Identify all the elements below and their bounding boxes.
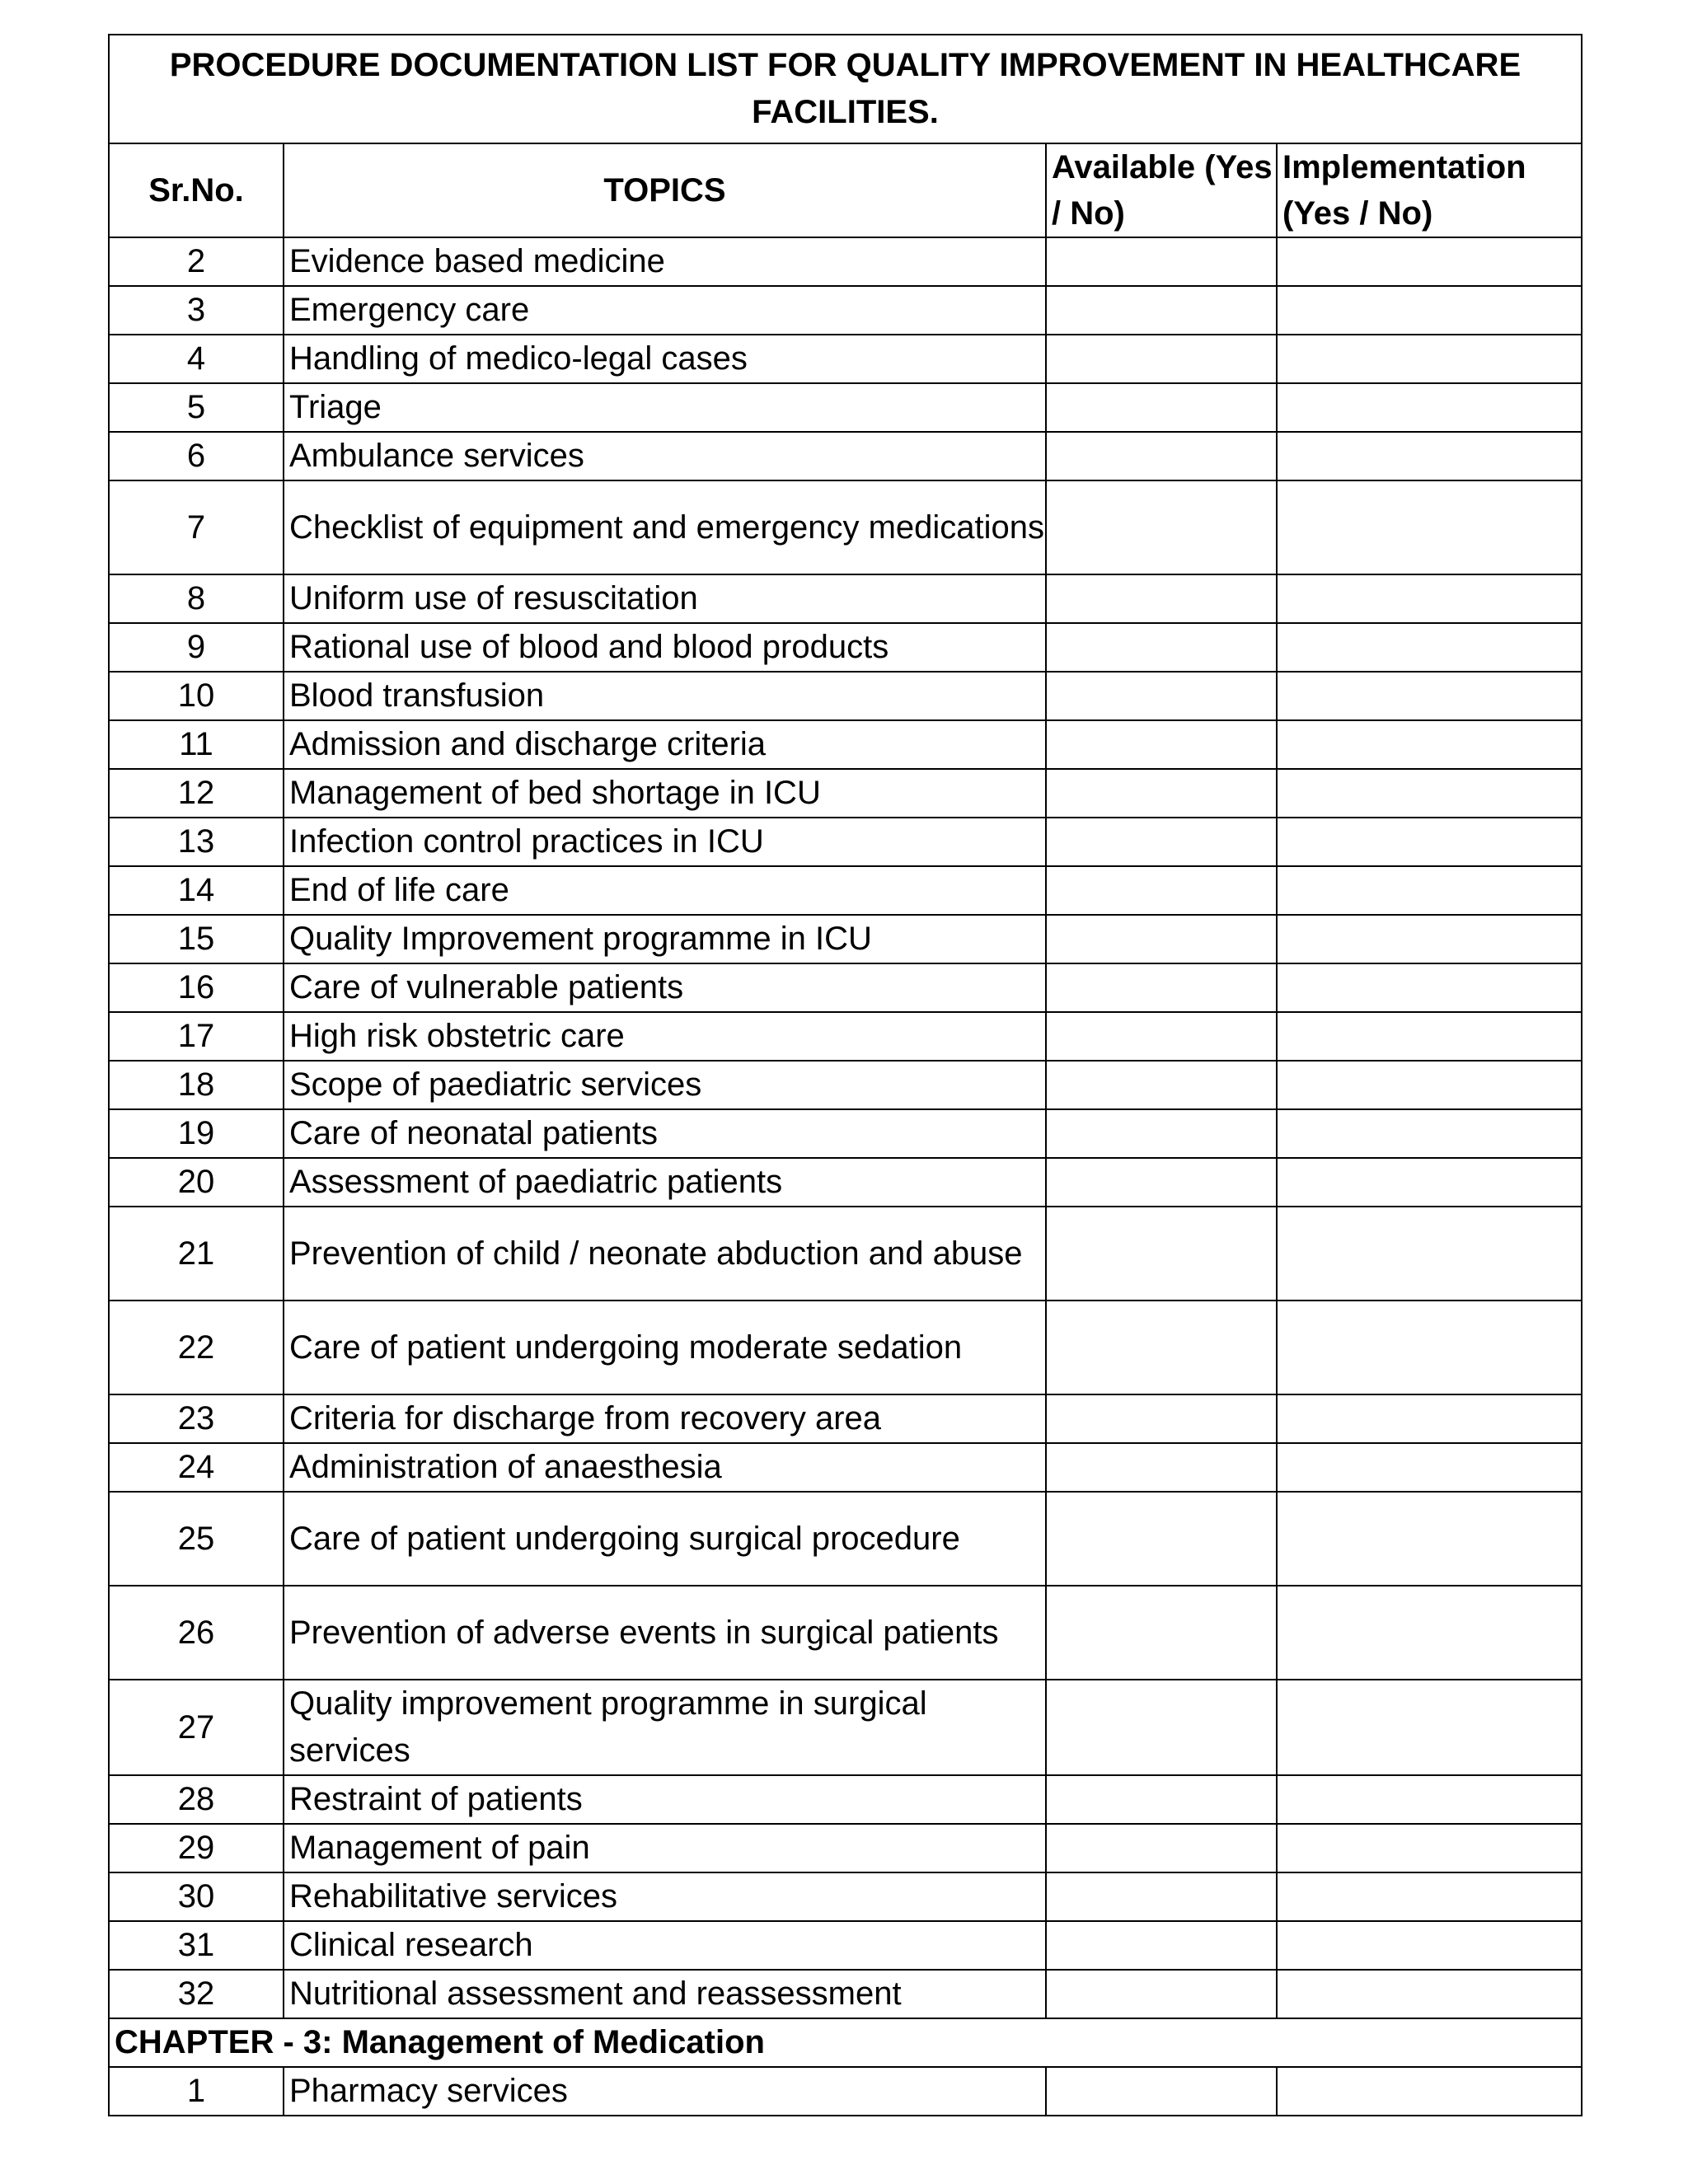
topic-cell: Quality improvement programme in surgical services bbox=[284, 1680, 1046, 1775]
sr-no-cell: 28 bbox=[109, 1775, 284, 1824]
available-cell[interactable] bbox=[1046, 866, 1277, 915]
topic-cell: High risk obstetric care bbox=[284, 1012, 1046, 1061]
topic-cell: Care of patient undergoing surgical procedure bbox=[284, 1492, 1046, 1586]
header-available: Available (Yes / No) bbox=[1046, 143, 1277, 237]
chapter-heading: CHAPTER - 3: Management of Medication bbox=[109, 2018, 1582, 2067]
table-row bbox=[109, 432, 1582, 480]
available-cell[interactable] bbox=[1046, 1301, 1277, 1394]
topic-cell: Triage bbox=[284, 383, 1046, 432]
topic-cell: Care of patient undergoing moderate sedation bbox=[284, 1301, 1046, 1394]
topic-cell: Care of neonatal patients bbox=[284, 1109, 1046, 1158]
implementation-cell[interactable] bbox=[1277, 623, 1582, 672]
implementation-cell[interactable] bbox=[1277, 1872, 1582, 1921]
topic-cell: Criteria for discharge from recovery area bbox=[284, 1394, 1046, 1443]
table-row bbox=[109, 769, 1582, 818]
sr-no-cell: 17 bbox=[109, 1012, 284, 1061]
topic-cell: Restraint of patients bbox=[284, 1775, 1046, 1824]
implementation-cell[interactable] bbox=[1277, 383, 1582, 432]
available-cell[interactable] bbox=[1046, 383, 1277, 432]
available-cell[interactable] bbox=[1046, 1207, 1277, 1301]
implementation-cell[interactable] bbox=[1277, 1394, 1582, 1443]
table-row bbox=[109, 1158, 1582, 1207]
chapter-row bbox=[109, 2018, 1582, 2067]
sr-no-cell: 7 bbox=[109, 480, 284, 574]
table-row bbox=[109, 720, 1582, 769]
topic-cell: Clinical research bbox=[284, 1921, 1046, 1970]
available-cell[interactable] bbox=[1046, 623, 1277, 672]
sr-no-cell: 3 bbox=[109, 286, 284, 335]
implementation-cell[interactable] bbox=[1277, 1921, 1582, 1970]
topic-cell: Prevention of adverse events in surgical patients bbox=[284, 1586, 1046, 1680]
sr-no-cell: 18 bbox=[109, 1061, 284, 1109]
table-row bbox=[109, 1872, 1582, 1921]
table-row bbox=[109, 915, 1582, 963]
available-cell[interactable] bbox=[1046, 1443, 1277, 1492]
implementation-cell[interactable] bbox=[1277, 866, 1582, 915]
available-cell[interactable] bbox=[1046, 1158, 1277, 1207]
procedure-documentation-table bbox=[108, 34, 1582, 2116]
topic-cell: Scope of paediatric services bbox=[284, 1061, 1046, 1109]
sr-no-cell: 31 bbox=[109, 1921, 284, 1970]
topic-cell: Prevention of child / neonate abduction and abuse bbox=[284, 1207, 1046, 1301]
available-cell[interactable] bbox=[1046, 1492, 1277, 1586]
table-row bbox=[109, 1061, 1582, 1109]
topic-cell: Evidence based medicine bbox=[284, 237, 1046, 286]
topic-cell: Quality Improvement programme in ICU bbox=[284, 915, 1046, 963]
implementation-cell[interactable] bbox=[1277, 915, 1582, 963]
sr-no-cell: 32 bbox=[109, 1970, 284, 2018]
available-cell[interactable] bbox=[1046, 574, 1277, 623]
topic-cell: Ambulance services bbox=[284, 432, 1046, 480]
table-row bbox=[109, 1970, 1582, 2018]
available-cell[interactable] bbox=[1046, 1775, 1277, 1824]
topic-cell: Uniform use of resuscitation bbox=[284, 574, 1046, 623]
table-row bbox=[109, 1207, 1582, 1301]
available-cell[interactable] bbox=[1046, 237, 1277, 286]
implementation-cell[interactable] bbox=[1277, 574, 1582, 623]
sr-no-cell: 12 bbox=[109, 769, 284, 818]
topic-cell: Nutritional assessment and reassessment bbox=[284, 1970, 1046, 2018]
sr-no-cell: 19 bbox=[109, 1109, 284, 1158]
sr-no-cell: 4 bbox=[109, 335, 284, 383]
available-cell[interactable] bbox=[1046, 1680, 1277, 1775]
available-cell[interactable] bbox=[1046, 769, 1277, 818]
available-cell[interactable] bbox=[1046, 1970, 1277, 2018]
table-row bbox=[109, 480, 1582, 574]
available-cell[interactable] bbox=[1046, 1012, 1277, 1061]
available-cell[interactable] bbox=[1046, 1921, 1277, 1970]
available-cell[interactable] bbox=[1046, 963, 1277, 1012]
implementation-cell[interactable] bbox=[1277, 769, 1582, 818]
sr-no-cell: 27 bbox=[109, 1680, 284, 1775]
sr-no-cell: 14 bbox=[109, 866, 284, 915]
implementation-cell[interactable] bbox=[1277, 1158, 1582, 1207]
available-cell[interactable] bbox=[1046, 1061, 1277, 1109]
available-cell[interactable] bbox=[1046, 818, 1277, 866]
table-row bbox=[109, 818, 1582, 866]
implementation-cell[interactable] bbox=[1277, 1680, 1582, 1775]
implementation-cell[interactable] bbox=[1277, 2067, 1582, 2116]
table-row bbox=[109, 286, 1582, 335]
sr-no-cell: 30 bbox=[109, 1872, 284, 1921]
sr-no-cell: 8 bbox=[109, 574, 284, 623]
table-row bbox=[109, 335, 1582, 383]
implementation-cell[interactable] bbox=[1277, 1492, 1582, 1586]
topic-cell: Assessment of paediatric patients bbox=[284, 1158, 1046, 1207]
topic-cell: End of life care bbox=[284, 866, 1046, 915]
topic-cell: Pharmacy services bbox=[284, 2067, 1046, 2116]
sr-no-cell: 10 bbox=[109, 672, 284, 720]
available-cell[interactable] bbox=[1046, 480, 1277, 574]
available-cell[interactable] bbox=[1046, 335, 1277, 383]
implementation-cell[interactable] bbox=[1277, 720, 1582, 769]
sr-no-cell: 29 bbox=[109, 1824, 284, 1872]
implementation-cell[interactable] bbox=[1277, 1301, 1582, 1394]
table-row bbox=[109, 866, 1582, 915]
table-row bbox=[109, 1443, 1582, 1492]
table-row bbox=[109, 963, 1582, 1012]
table-row bbox=[109, 1109, 1582, 1158]
sr-no-cell: 25 bbox=[109, 1492, 284, 1586]
table-row bbox=[109, 1586, 1582, 1680]
available-cell[interactable] bbox=[1046, 1394, 1277, 1443]
table-row bbox=[109, 1921, 1582, 1970]
topic-cell: Infection control practices in ICU bbox=[284, 818, 1046, 866]
implementation-cell[interactable] bbox=[1277, 672, 1582, 720]
implementation-cell[interactable] bbox=[1277, 963, 1582, 1012]
implementation-cell[interactable] bbox=[1277, 1970, 1582, 2018]
sr-no-cell: 5 bbox=[109, 383, 284, 432]
sr-no-cell: 16 bbox=[109, 963, 284, 1012]
available-cell[interactable] bbox=[1046, 432, 1277, 480]
implementation-cell[interactable] bbox=[1277, 286, 1582, 335]
table-row bbox=[109, 1775, 1582, 1824]
sr-no-cell: 23 bbox=[109, 1394, 284, 1443]
table-row bbox=[109, 1680, 1582, 1775]
implementation-cell[interactable] bbox=[1277, 1824, 1582, 1872]
available-cell[interactable] bbox=[1046, 1872, 1277, 1921]
table-row bbox=[109, 623, 1582, 672]
table-row bbox=[109, 2067, 1582, 2116]
topic-cell: Rehabilitative services bbox=[284, 1872, 1046, 1921]
topic-cell: Care of vulnerable patients bbox=[284, 963, 1046, 1012]
implementation-cell[interactable] bbox=[1277, 335, 1582, 383]
available-cell[interactable] bbox=[1046, 2067, 1277, 2116]
implementation-cell[interactable] bbox=[1277, 480, 1582, 574]
sr-no-cell: 1 bbox=[109, 2067, 284, 2116]
topic-cell: Handling of medico-legal cases bbox=[284, 335, 1046, 383]
table-row bbox=[109, 1301, 1582, 1394]
available-cell[interactable] bbox=[1046, 1109, 1277, 1158]
table-row bbox=[109, 237, 1582, 286]
implementation-cell[interactable] bbox=[1277, 1775, 1582, 1824]
table-row bbox=[109, 1824, 1582, 1872]
table-row bbox=[109, 1012, 1582, 1061]
available-cell[interactable] bbox=[1046, 1586, 1277, 1680]
header-topics: TOPICS bbox=[284, 143, 1046, 237]
implementation-cell[interactable] bbox=[1277, 432, 1582, 480]
topic-cell: Management of bed shortage in ICU bbox=[284, 769, 1046, 818]
table-row bbox=[109, 1394, 1582, 1443]
topic-cell: Admission and discharge criteria bbox=[284, 720, 1046, 769]
topic-cell: Administration of anaesthesia bbox=[284, 1443, 1046, 1492]
table-row bbox=[109, 672, 1582, 720]
implementation-cell[interactable] bbox=[1277, 1443, 1582, 1492]
sr-no-cell: 11 bbox=[109, 720, 284, 769]
implementation-cell[interactable] bbox=[1277, 1207, 1582, 1301]
implementation-cell[interactable] bbox=[1277, 1061, 1582, 1109]
sr-no-cell: 20 bbox=[109, 1158, 284, 1207]
sr-no-cell: 21 bbox=[109, 1207, 284, 1301]
sr-no-cell: 9 bbox=[109, 623, 284, 672]
available-cell[interactable] bbox=[1046, 720, 1277, 769]
table-row bbox=[109, 574, 1582, 623]
sr-no-cell: 13 bbox=[109, 818, 284, 866]
header-implementation: Implementation (Yes / No) bbox=[1277, 143, 1582, 237]
table-row bbox=[109, 383, 1582, 432]
topic-cell: Blood transfusion bbox=[284, 672, 1046, 720]
available-cell[interactable] bbox=[1046, 672, 1277, 720]
available-cell[interactable] bbox=[1046, 286, 1277, 335]
sr-no-cell: 6 bbox=[109, 432, 284, 480]
sr-no-cell: 26 bbox=[109, 1586, 284, 1680]
topic-cell: Management of pain bbox=[284, 1824, 1046, 1872]
implementation-cell[interactable] bbox=[1277, 818, 1582, 866]
topic-cell: Rational use of blood and blood products bbox=[284, 623, 1046, 672]
sr-no-cell: 2 bbox=[109, 237, 284, 286]
sr-no-cell: 22 bbox=[109, 1301, 284, 1394]
topic-cell: Emergency care bbox=[284, 286, 1046, 335]
sr-no-cell: 15 bbox=[109, 915, 284, 963]
implementation-cell[interactable] bbox=[1277, 237, 1582, 286]
header-srno: Sr.No. bbox=[109, 143, 284, 237]
topic-cell: Checklist of equipment and emergency medications bbox=[284, 480, 1046, 574]
sr-no-cell: 24 bbox=[109, 1443, 284, 1492]
table-row bbox=[109, 1492, 1582, 1586]
page-title: PROCEDURE DOCUMENTATION LIST FOR QUALITY IMPROVEMENT IN HEALTHCARE FACILITIES. bbox=[109, 35, 1582, 143]
implementation-cell[interactable] bbox=[1277, 1109, 1582, 1158]
implementation-cell[interactable] bbox=[1277, 1586, 1582, 1680]
available-cell[interactable] bbox=[1046, 915, 1277, 963]
available-cell[interactable] bbox=[1046, 1824, 1277, 1872]
implementation-cell[interactable] bbox=[1277, 1012, 1582, 1061]
